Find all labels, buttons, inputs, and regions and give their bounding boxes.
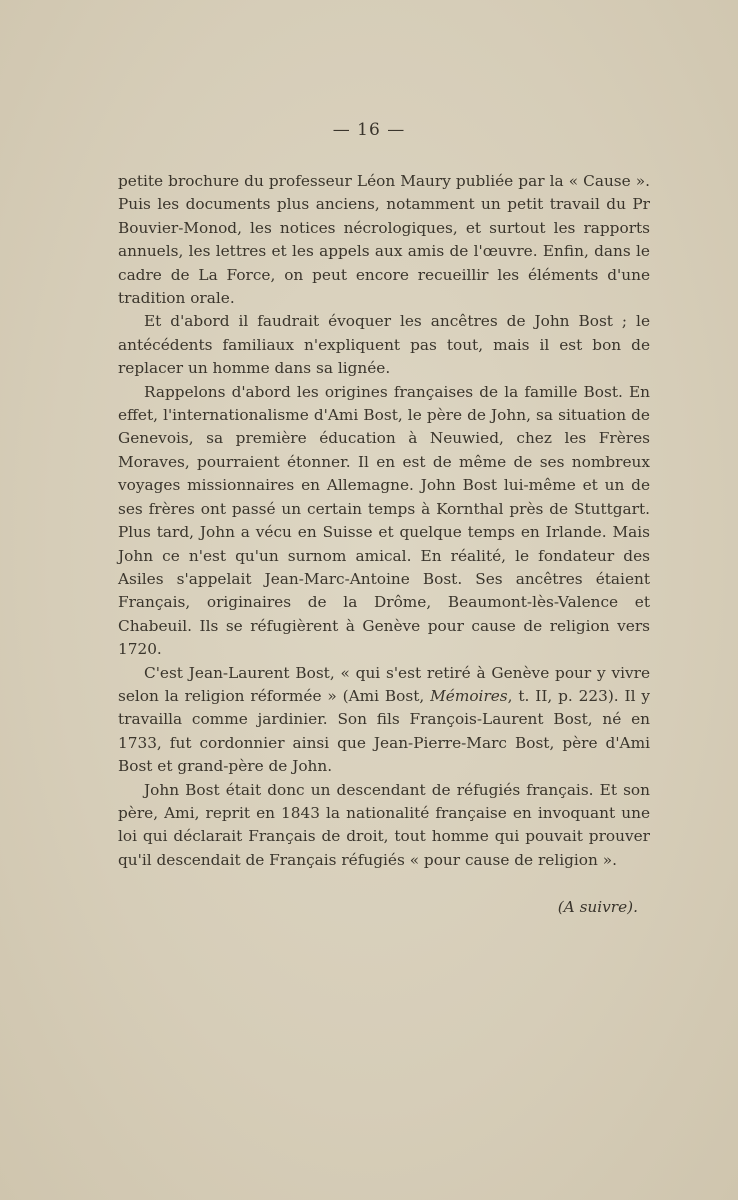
paragraph-3: Rappelons d'abord les origines françaises de la famille Bost. En effet, l'internationalisme d'Ami Bost, le père de John, sa situation de Genevois, sa première éducation à Neuwied, chez les Frères Moraves, pourraient étonner. Il en est de même de ses nombreux voyages missionnaires en Allemagne. John Bost lui-même et un de ses frères ont passé un certain temps à Kornthal près de Stuttgart. Plus tard, John a vécu en Suisse et quelque temps en Irlande. Mais John ce n'est qu'un surnom amical. En réalité, le fondateur des Asiles s'appelait Jean-Marc-Antoine Bost. Ses ancêtres étaient Français, originaires de la Drôme, Beaumont-lès-Valence et Chabeuil. Ils se réfugièrent à Genève pour cause de religion vers 1720. — [118, 382, 650, 659]
to-be-continued: (A suivre). — [557, 898, 638, 916]
paragraph-2: Et d'abord il faudrait évoquer les ancêtres de John Bost ; le antécédents familiaux n'expliquent pas tout, mais il est bon de replacer un homme dans sa lignée. — [118, 312, 650, 378]
paragraph-4-end: , t. II, p. 223). Il y travailla comme jardinier. Son fils François-Laurent Bost, né en 1733, fut cordonnier ainsi que Jean-Pierre-Marc Bost, père d'Ami Bost et grand-père de John. — [118, 686, 650, 776]
page-number: — 16 — — [332, 120, 406, 140]
memoires-title: Mémoires — [430, 686, 508, 705]
paragraph-1: petite brochure du professeur Léon Maury publiée par la « Cause ». Puis les documents plus anciens, notamment un petit travail du Pr Bouvier-Monod, les notices nécrologiques, et surtout les rapports annuels, les lettres et les appels aux amis de l'œuvre. Enfin, dans le cadre de La Force, on peut encore recueillir les éléments d'une tradition orale. — [118, 172, 650, 308]
paragraph-5: John Bost était donc un descendant de réfugiés français. Et son père, Ami, reprit en 1843 la nationalité française en invoquant une loi qui déclarait Français de droit, tout homme qui pouvait prouver qu'il descendait de Français réfugiés « pour cause de religion ». — [118, 780, 650, 869]
body-text — [118, 170, 650, 872]
paragraph-4 — [118, 662, 650, 779]
paragraph-4-start: C'est Jean-Laurent Bost, « qui s'est retiré à Genève pour y vivre selon la religion réformée » (Ami Bost, — [118, 663, 650, 705]
